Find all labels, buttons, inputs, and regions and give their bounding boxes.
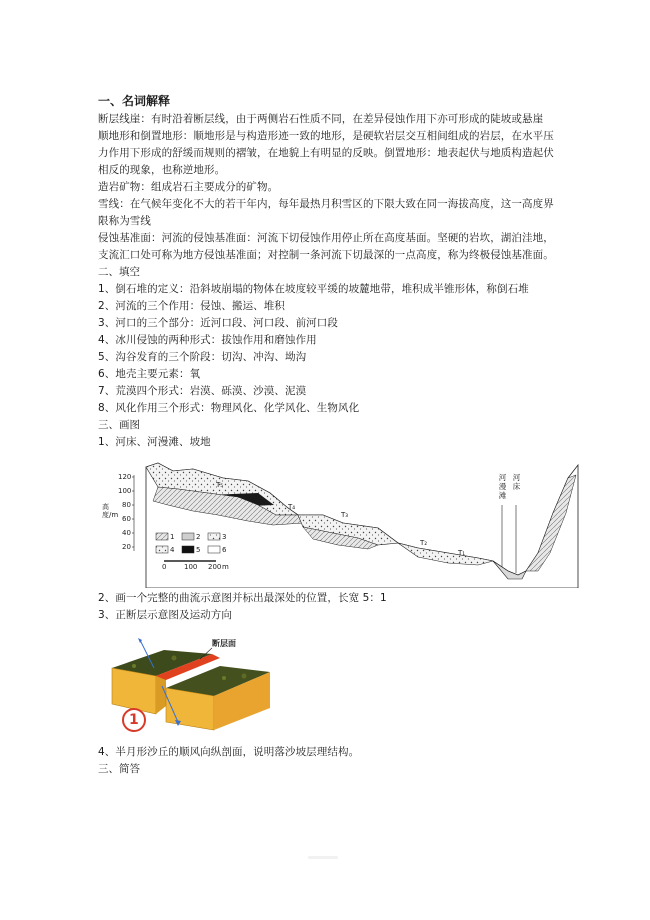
terrace-label-t2: T₂ bbox=[420, 539, 428, 547]
y-tick-label: 80 bbox=[122, 501, 131, 509]
legend-number: 3 bbox=[222, 533, 227, 541]
legend-number: 5 bbox=[196, 546, 201, 554]
term-conformable-inverted-landform: 顺地形和倒置地形：顺地形是与构造形迹一致的地形，是硬软岩层交互相间组成的岩层，在水平压力作用下形成的舒缓而规则的褶皱，在地貌上有明显的反映。倒置地形：地表起伏与地质构造起伏相反的现象，也称逆地形。 bbox=[98, 130, 554, 176]
fill-item: 2、河流的三个作用：侵蚀、搬运、堆积 bbox=[98, 300, 285, 312]
y-tick-label: 120 bbox=[118, 473, 132, 481]
draw-item-barchan-dune: 4、半月形沙丘的顺风向纵剖面，说明落沙坡层理结构。 bbox=[98, 746, 360, 758]
section-heading-drawing: 三、画图 bbox=[98, 419, 140, 431]
badge-number: 1 bbox=[129, 712, 139, 728]
draw-item-river-profile: 1、河床、河漫滩、坡地 bbox=[98, 436, 211, 448]
terrace-label-t3: T₃ bbox=[341, 511, 349, 519]
terrace-label-t4: T₄ bbox=[288, 503, 296, 511]
y-tick-label: 20 bbox=[122, 543, 131, 551]
x-unit-label: m bbox=[222, 563, 229, 571]
fault-plane-label: 断层面 bbox=[212, 639, 236, 648]
legend-number: 1 bbox=[170, 533, 175, 541]
fill-item: 6、地壳主要元素：氧 bbox=[98, 368, 201, 380]
river-terrace-cross-section-figure bbox=[98, 453, 580, 588]
draw-item-meander: 2、画一个完整的曲流示意图并标出最深处的位置，长宽 5：1 bbox=[98, 592, 387, 604]
term-snow-line: 雪线：在气候年变化不大的若干年内，每年最热月积雪区的下限大致在同一海拔高度，这一高度界限称为雪线 bbox=[98, 198, 554, 227]
section-heading-fill-blanks: 二、填空 bbox=[98, 266, 140, 278]
footer-watermark bbox=[308, 854, 338, 861]
normal-fault-block-diagram bbox=[104, 628, 274, 738]
legend-number: 6 bbox=[222, 546, 227, 554]
y-axis-title: 高度/m bbox=[102, 503, 119, 519]
fill-item: 7、荒漠四个形式：岩漠、砾漠、沙漠、泥漠 bbox=[98, 385, 307, 397]
y-tick-label: 40 bbox=[122, 529, 131, 537]
section-heading-short-answer: 三、简答 bbox=[98, 763, 140, 775]
document-body bbox=[98, 92, 558, 778]
term-rock-forming-minerals: 造岩矿物：组成岩石主要成分的矿物。 bbox=[98, 181, 279, 193]
river-channel-label: 河床 bbox=[512, 473, 521, 491]
y-tick-label: 100 bbox=[118, 487, 132, 495]
term-fault-line-scarp: 断层线崖：有时沿着断层线，由于两侧岩石性质不同，在差异侵蚀作用下亦可形成的陡坡或悬崖 bbox=[98, 113, 544, 125]
fill-item: 3、河口的三个部分：近河口段、河口段、前河口段 bbox=[98, 317, 338, 329]
draw-item-normal-fault: 3、正断层示意图及运动方向 bbox=[98, 609, 232, 621]
fill-item: 8、风化作用三个形式：物理风化、化学风化、生物风化 bbox=[98, 402, 360, 414]
section-heading-definitions: 一、名词解释 bbox=[98, 94, 171, 108]
legend-number: 4 bbox=[170, 546, 175, 554]
y-tick-label: 60 bbox=[122, 515, 131, 523]
fill-item: 5、沟谷发育的三个阶段：切沟、冲沟、坳沟 bbox=[98, 351, 307, 363]
terrace-label-t1: T₁ bbox=[458, 549, 466, 557]
floodplain-label: 河漫滩 bbox=[498, 473, 507, 500]
terrace-label-t5: T₅ bbox=[216, 481, 224, 489]
x-tick-label: 100 bbox=[184, 563, 198, 571]
x-tick-label: 0 bbox=[162, 563, 167, 571]
fill-item: 4、冰川侵蚀的两种形式：拔蚀作用和磨蚀作用 bbox=[98, 334, 317, 346]
term-base-level-of-erosion: 侵蚀基准面：河流的侵蚀基准面：河流下切侵蚀作用停止所在高度基面。坚硬的岩坎，湖泊洼地，支流汇口处可称为地方侵蚀基准面；对控制一条河流下切最深的一点高度，称为终极侵蚀基准面。 bbox=[98, 232, 554, 261]
cross-section-diagram bbox=[98, 453, 580, 588]
x-tick-label: 200 bbox=[208, 563, 222, 571]
legend-number: 2 bbox=[196, 533, 201, 541]
fill-item: 1、倒石堆的定义：沿斜坡崩塌的物体在坡度较平缓的坡麓地带，堆积成半锥形体，称倒石堆 bbox=[98, 283, 529, 295]
